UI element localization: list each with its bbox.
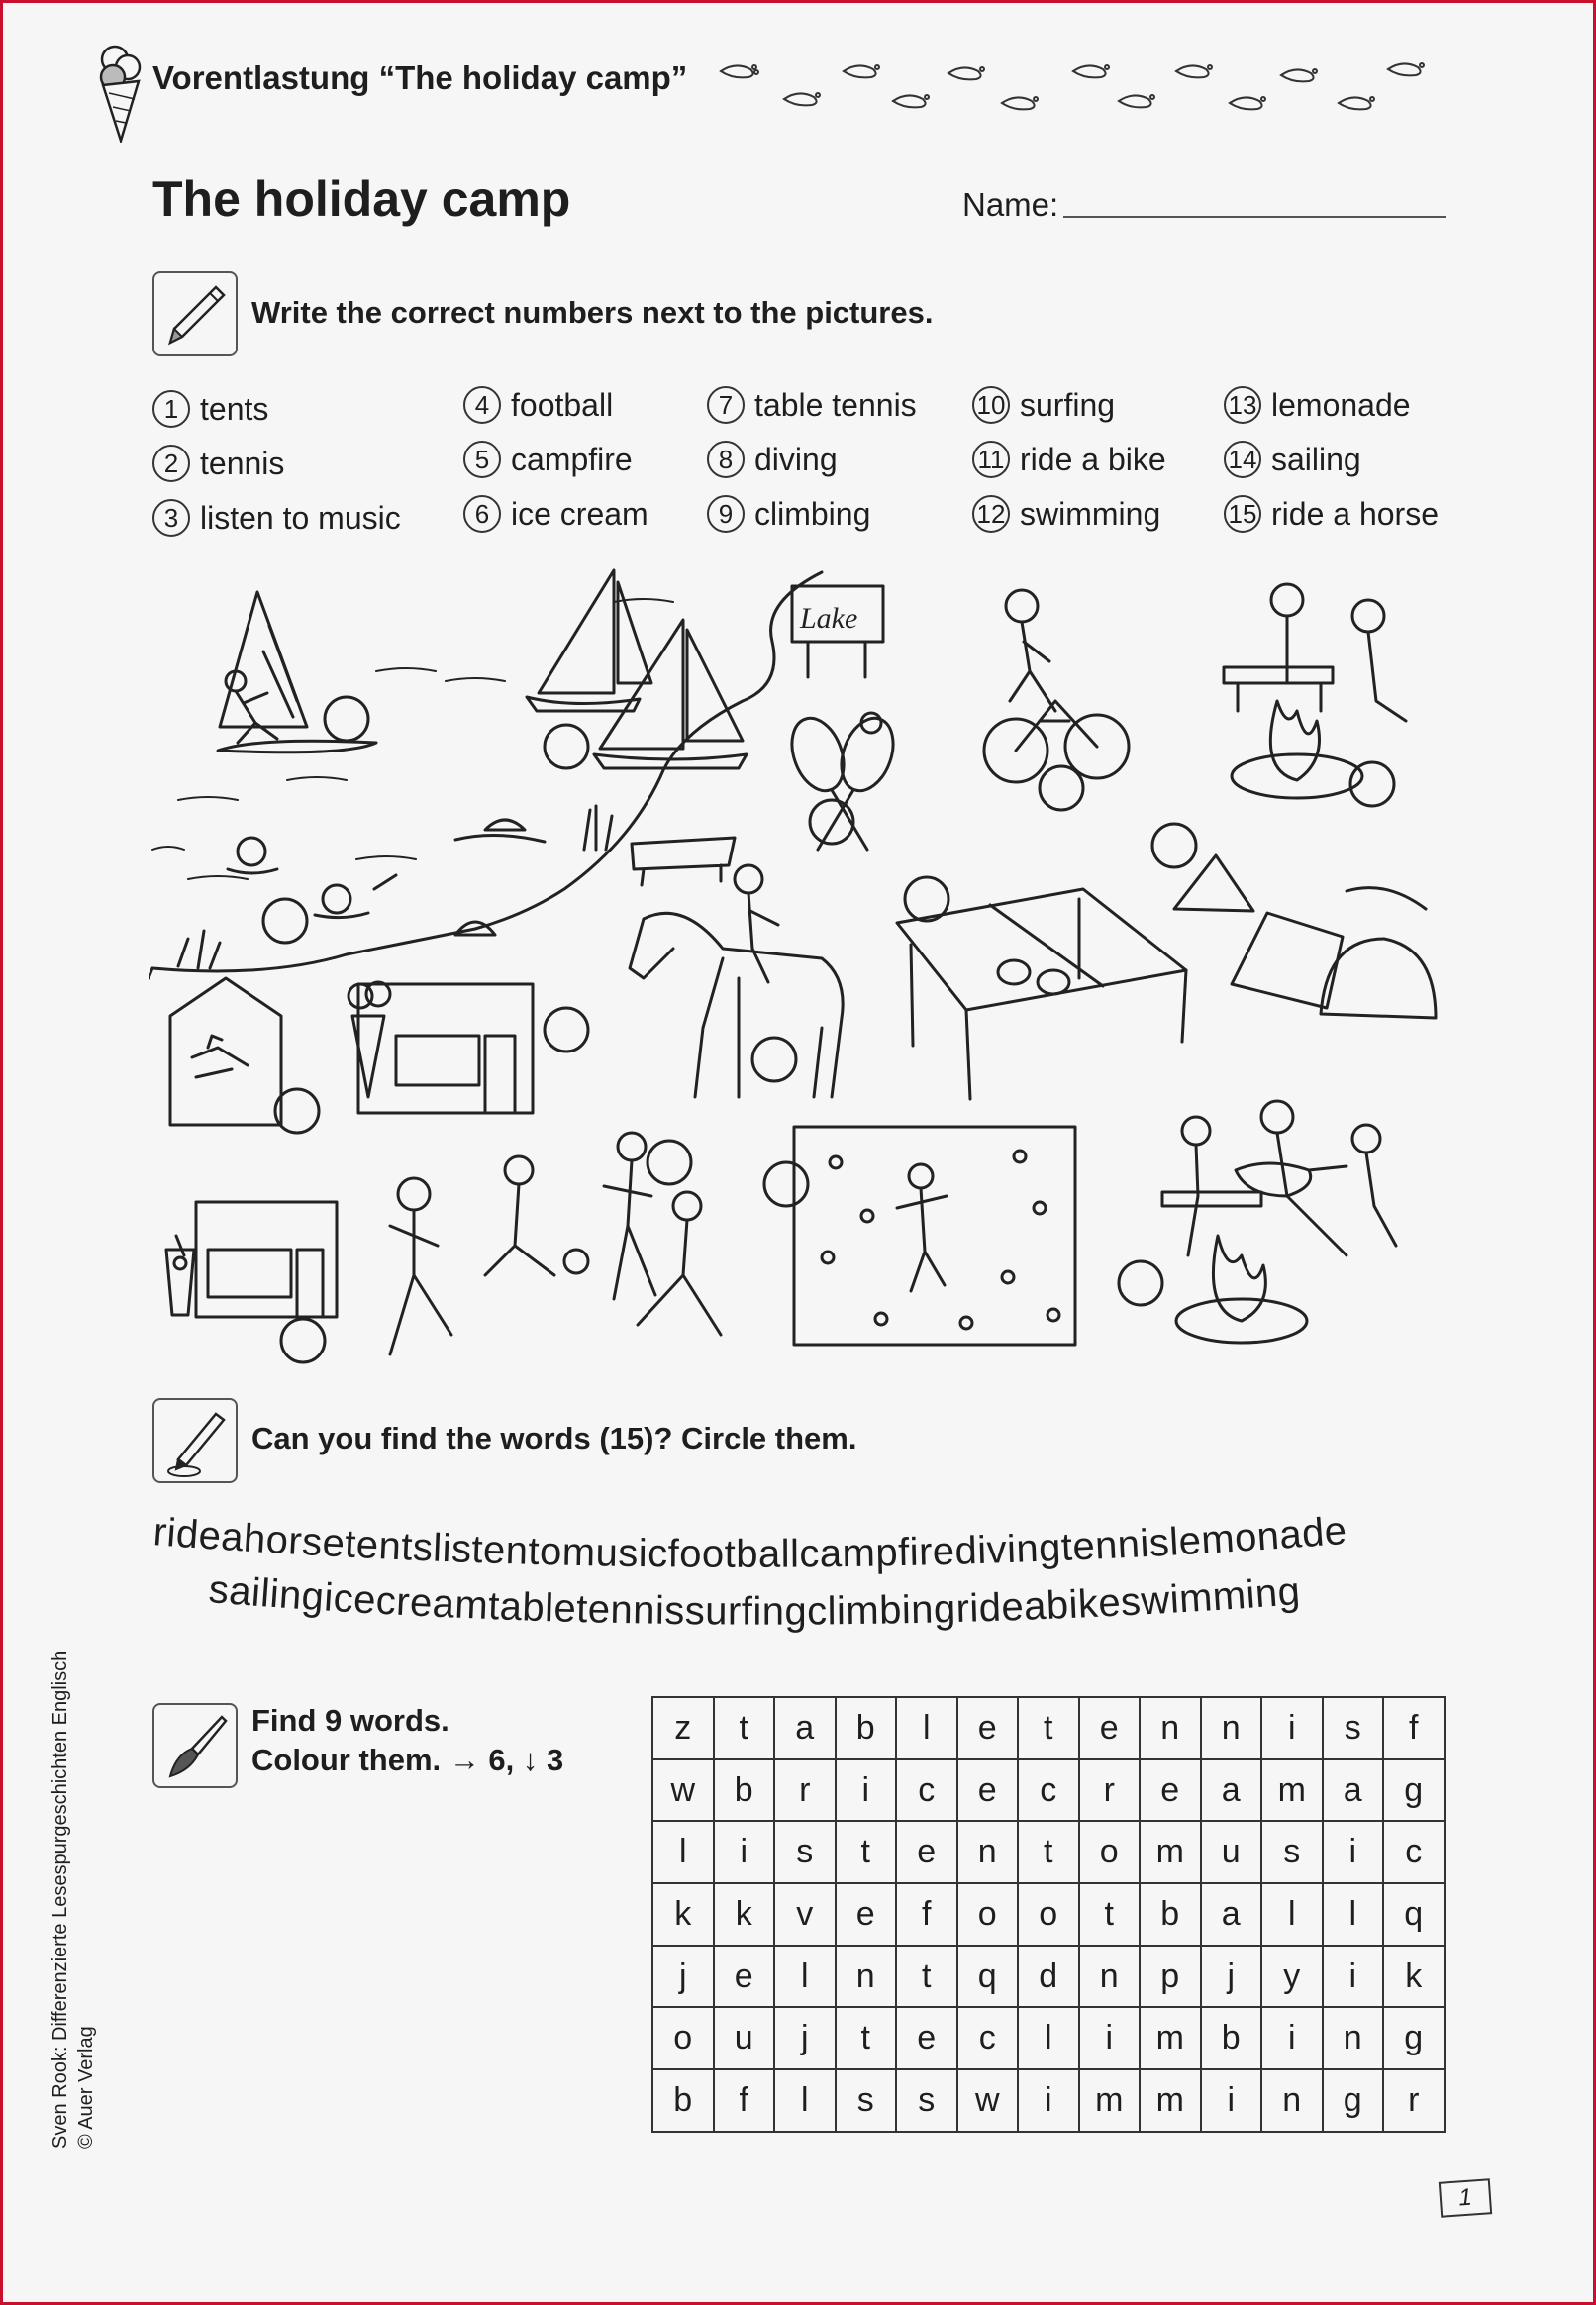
vocab-item: [152, 390, 268, 428]
vocab-word: climbing: [754, 495, 871, 532]
grid-cell[interactable]: r: [1079, 1759, 1141, 1822]
task2-icon-box: [152, 1398, 238, 1483]
grid-cell[interactable]: t: [1018, 1821, 1079, 1883]
grid-cell[interactable]: n: [1201, 1697, 1262, 1759]
task2-instruction: Can you find the words (15)? Circle them.: [251, 1421, 857, 1455]
diving-sign-drawing: [170, 978, 319, 1133]
grid-cell[interactable]: t: [1018, 1697, 1079, 1759]
vocab-item: [463, 386, 613, 424]
vocab-number: 13: [1224, 386, 1261, 424]
vocab-item: [1224, 386, 1411, 424]
grid-cell[interactable]: v: [774, 1883, 836, 1946]
grid-cell[interactable]: k: [1383, 1946, 1445, 2008]
swimmers-drawing: [228, 838, 396, 943]
grid-cell[interactable]: z: [652, 1697, 714, 1759]
tents-drawing: [1152, 824, 1436, 1018]
grid-cell[interactable]: j: [774, 2007, 836, 2069]
page-title: The holiday camp: [152, 171, 571, 227]
vocab-item: [972, 386, 1115, 424]
vocab-word: surfing: [1020, 386, 1116, 423]
credit-line-2: © Auer Verlag: [75, 2026, 97, 2149]
word-stream-line-2: [208, 1566, 1396, 1655]
grid-cell[interactable]: c: [896, 1759, 957, 1822]
vocab-number: 3: [152, 499, 190, 537]
grid-cell[interactable]: e: [896, 1821, 957, 1883]
svg-text:sailingicecreamtabletennissurf: [208, 1567, 1302, 1633]
grid-cell[interactable]: e: [1140, 1759, 1201, 1822]
grid-cell[interactable]: i: [1079, 2007, 1141, 2069]
ice-cream-kiosk-drawing: [349, 982, 588, 1113]
vocab-word: ride a bike: [1020, 441, 1166, 477]
task1-instruction: Write the correct numbers next to the pictures.: [251, 295, 934, 330]
jetty-drawing: [632, 838, 735, 885]
grid-row: [652, 1697, 1445, 1759]
grid-cell[interactable]: t: [836, 1821, 897, 1883]
task3-instruction: [251, 1701, 563, 1780]
table-tennis-drawing: [897, 877, 1186, 1099]
grid-cell[interactable]: m: [1140, 2069, 1201, 2132]
vocab-item: [707, 441, 838, 478]
task3-icon-box: [152, 1703, 238, 1788]
grid-cell[interactable]: q: [1383, 1883, 1445, 1946]
grid-cell[interactable]: n: [1261, 2069, 1323, 2132]
football-kids-drawing: [390, 1133, 721, 1354]
name-label: Name:: [962, 186, 1059, 223]
vocab-item: [152, 445, 284, 482]
vocab-word: tents: [200, 390, 269, 427]
vocab-word: sailing: [1271, 441, 1361, 477]
vocab-number: 10: [972, 386, 1010, 424]
grid-row: [652, 1821, 1445, 1883]
brush-icon: [154, 1705, 236, 1786]
grid-row: [652, 2069, 1445, 2132]
holiday-camp-illustration: [149, 562, 1446, 1380]
grid-cell[interactable]: o: [957, 1883, 1019, 1946]
grid-cell[interactable]: f: [714, 2069, 775, 2132]
vocab-number: 9: [707, 495, 745, 533]
vocab-item: [707, 495, 870, 533]
grid-cell[interactable]: e: [714, 1946, 775, 2008]
reeds: [584, 806, 612, 850]
grid-cell[interactable]: e: [1079, 1697, 1141, 1759]
grid-cell[interactable]: l: [652, 1821, 714, 1883]
grid-cell[interactable]: f: [1383, 1697, 1445, 1759]
grid-cell[interactable]: o: [1079, 1821, 1141, 1883]
grid-cell[interactable]: i: [1261, 2007, 1323, 2069]
grid-cell[interactable]: a: [1323, 1759, 1384, 1822]
vocab-item: [463, 441, 633, 478]
climbing-wall-drawing: [764, 1127, 1075, 1345]
grid-cell[interactable]: w: [652, 1759, 714, 1822]
name-input-line[interactable]: [1063, 216, 1446, 218]
grid-row: [652, 1759, 1445, 1822]
rock-in-water: [455, 820, 545, 842]
grid-row: [652, 1946, 1445, 2008]
grid-cell[interactable]: m: [1079, 2069, 1141, 2132]
pencil-icon: [154, 273, 236, 354]
grid-cell[interactable]: a: [1201, 1883, 1262, 1946]
vocab-number: 4: [463, 386, 501, 424]
grid-cell[interactable]: p: [1140, 1946, 1201, 2008]
vocab-item: [152, 499, 401, 537]
grid-row: [652, 1883, 1445, 1946]
grid-cell[interactable]: i: [836, 1759, 897, 1822]
horse-rider-drawing: [630, 865, 843, 1097]
grid-cell[interactable]: l: [1261, 1883, 1323, 1946]
vocabulary-list: [152, 386, 1459, 545]
grid-cell[interactable]: s: [896, 2069, 957, 2132]
grid-cell[interactable]: n: [1140, 1697, 1201, 1759]
grid-cell[interactable]: i: [1261, 1697, 1323, 1759]
grid-cell[interactable]: o: [652, 2007, 714, 2069]
grid-cell[interactable]: o: [1018, 1883, 1079, 1946]
credit-line-1: Sven Rook: Differenzierte Lesespurgeschichten Englisch: [50, 1650, 71, 2149]
grid-cell[interactable]: e: [836, 1883, 897, 1946]
word-search-grid: [651, 1696, 1446, 2133]
grid-cell[interactable]: e: [957, 1759, 1019, 1822]
grid-cell[interactable]: s: [1323, 1697, 1384, 1759]
grid-cell[interactable]: r: [774, 1759, 836, 1822]
grid-cell[interactable]: k: [714, 1883, 775, 1946]
lake-shoreline: [152, 572, 822, 971]
grid-cell[interactable]: l: [896, 1697, 957, 1759]
grid-cell[interactable]: s: [836, 2069, 897, 2132]
vocab-word: lemonade: [1271, 386, 1411, 423]
vocab-number: 8: [707, 441, 745, 478]
grid-cell[interactable]: l: [774, 2069, 836, 2132]
vocab-number: 5: [463, 441, 501, 478]
vocab-item: [1224, 495, 1439, 533]
campfire-music-drawing: [1119, 1101, 1396, 1343]
copyright-credit: [48, 1651, 99, 2149]
grid-cell[interactable]: s: [774, 1821, 836, 1883]
vocab-word: swimming: [1020, 495, 1161, 532]
lake-sign-label: Lake: [800, 602, 858, 635]
vocab-number: 15: [1224, 495, 1261, 533]
vocab-number: 1: [152, 390, 190, 428]
pen-icon: [154, 1400, 236, 1481]
grid-cell[interactable]: f: [896, 1883, 957, 1946]
grid-cell[interactable]: a: [1201, 1759, 1262, 1822]
vocab-word: listen to music: [200, 499, 401, 536]
vocab-word: diving: [754, 441, 838, 477]
vocab-number: 11: [972, 441, 1010, 478]
vocab-item: [972, 495, 1160, 533]
grid-cell[interactable]: i: [1323, 1821, 1384, 1883]
grid-cell[interactable]: g: [1323, 2069, 1384, 2132]
grid-cell[interactable]: k: [652, 1883, 714, 1946]
grid-cell[interactable]: m: [1140, 1821, 1201, 1883]
tennis-rackets-drawing: [782, 711, 902, 850]
grid-cell[interactable]: a: [774, 1697, 836, 1759]
grid-cell[interactable]: b: [836, 1697, 897, 1759]
task3-instruction-line-2: Colour them. → 6, ↓ 3: [251, 1743, 564, 1777]
grid-cell[interactable]: t: [896, 1946, 957, 2008]
grid-cell[interactable]: b: [1201, 2007, 1262, 2069]
word-stream-text-1: rideahorsetentslistentomusicfootballcampfiredivingtennislemonade: [152, 1515, 1348, 1576]
grid-cell[interactable]: b: [652, 2069, 714, 2132]
vocab-number: 2: [152, 445, 190, 482]
grid-cell[interactable]: u: [1201, 1821, 1262, 1883]
grid-cell[interactable]: n: [836, 1946, 897, 2008]
grid-cell[interactable]: w: [957, 2069, 1019, 2132]
grid-cell[interactable]: g: [1383, 1759, 1445, 1822]
lemonade-kiosk-drawing: [166, 1202, 337, 1362]
grid-cell[interactable]: i: [1201, 2069, 1262, 2132]
grid-cell[interactable]: q: [957, 1946, 1019, 2008]
vocab-number: 7: [707, 386, 745, 424]
vocab-word: ride a horse: [1271, 495, 1439, 532]
grid-cell[interactable]: l: [774, 1946, 836, 2008]
grid-cell[interactable]: d: [1018, 1946, 1079, 2008]
campfire-kids-drawing: [1224, 584, 1406, 806]
task1-icon-box: [152, 271, 238, 356]
task3-instruction-line-1: Find 9 words.: [251, 1703, 449, 1738]
footprints-icon: [715, 55, 1438, 125]
grid-cell[interactable]: i: [1018, 2069, 1079, 2132]
grid-cell[interactable]: t: [1079, 1883, 1141, 1946]
grid-cell[interactable]: t: [836, 2007, 897, 2069]
grid-cell[interactable]: l: [1323, 1883, 1384, 1946]
grid-cell[interactable]: l: [1018, 2007, 1079, 2069]
grid-cell[interactable]: n: [957, 1821, 1019, 1883]
grid-cell[interactable]: i: [714, 1821, 775, 1883]
grid-cell[interactable]: m: [1261, 1759, 1323, 1822]
grid-cell[interactable]: r: [1383, 2069, 1445, 2132]
grid-cell[interactable]: y: [1261, 1946, 1323, 2008]
word-stream-text-2: sailingicecreamtabletennissurfingclimbingrideabikeswimming: [208, 1567, 1302, 1634]
grid-cell[interactable]: j: [652, 1946, 714, 2008]
grid-cell[interactable]: i: [1323, 1946, 1384, 2008]
grid-cell[interactable]: e: [896, 2007, 957, 2069]
grid-cell[interactable]: t: [714, 1697, 775, 1759]
vocab-word: tennis: [200, 445, 285, 481]
vocab-item: [1224, 441, 1361, 478]
grid-cell[interactable]: b: [714, 1759, 775, 1822]
vocab-word: table tennis: [754, 386, 917, 423]
header-title: Vorentlastung “The holiday camp”: [152, 59, 688, 96]
vocab-item: [463, 495, 648, 533]
page-number: 1: [1439, 2178, 1492, 2218]
ice-cream-cone-icon: [95, 38, 147, 143]
vocab-word: ice cream: [511, 495, 648, 532]
grid-cell[interactable]: c: [1018, 1759, 1079, 1822]
vocab-number: 14: [1224, 441, 1261, 478]
surfer-drawing: [218, 592, 376, 752]
grid-row: [652, 2007, 1445, 2069]
grid-cell[interactable]: m: [1140, 2007, 1201, 2069]
grid-cell[interactable]: n: [1079, 1946, 1141, 2008]
grid-cell[interactable]: c: [1383, 1821, 1445, 1883]
vocab-item: [707, 386, 917, 424]
grid-cell[interactable]: g: [1383, 2007, 1445, 2069]
vocab-item: [972, 441, 1166, 478]
vocab-number: 12: [972, 495, 1010, 533]
grid-cell[interactable]: n: [1323, 2007, 1384, 2069]
grid-cell[interactable]: e: [957, 1697, 1019, 1759]
grid-cell[interactable]: b: [1140, 1883, 1201, 1946]
grid-cell[interactable]: u: [714, 2007, 775, 2069]
grid-cell[interactable]: c: [957, 2007, 1019, 2069]
vocab-word: campfire: [511, 441, 633, 477]
cyclist-drawing: [984, 590, 1129, 810]
grid-cell[interactable]: s: [1261, 1821, 1323, 1883]
vocab-word: football: [511, 386, 614, 423]
vocab-number: 6: [463, 495, 501, 533]
grid-cell[interactable]: j: [1201, 1946, 1262, 2008]
